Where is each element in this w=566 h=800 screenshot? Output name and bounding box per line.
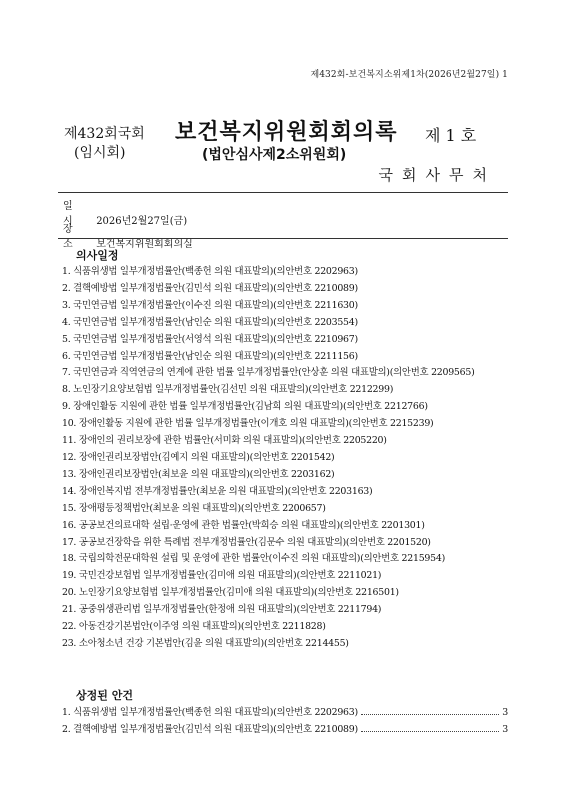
divider-meta: [58, 238, 508, 239]
toc-page-number: 3: [502, 724, 508, 735]
place-label: 장 소: [63, 224, 81, 250]
agenda-list: [62, 264, 508, 653]
agenda-item: 11. 장애인의 권리보장에 관한 법률안(서미화 의원 대표발의)(의안번호 2205220): [62, 435, 387, 447]
publisher: 국회사무처: [378, 166, 496, 184]
agenda-item: 20. 노인장기요양보험법 일부개정법률안(김미애 의원 대표발의)(의안번호 2216501): [62, 587, 399, 599]
agenda-item: 19. 국민건강보험법 일부개정법률안(김미애 의원 대표발의)(의안번호 2211021): [62, 570, 382, 582]
date-value: 2026년2월27일(금): [96, 216, 188, 227]
agenda-item: 14. 장애인복지법 전부개정법률안(최보윤 의원 대표발의)(의안번호 2203163): [62, 485, 373, 497]
agenda-item: 8. 노인장기요양보험법 일부개정법률안(김선민 의원 대표발의)(의안번호 2212299): [62, 384, 394, 396]
session-type: (임시회): [74, 145, 126, 161]
meta-place: [63, 220, 193, 250]
agenda-item: 12. 장애인권리보장법안(김예지 의원 대표발의)(의안번호 2201542): [62, 451, 335, 463]
leader-dots: [361, 731, 499, 732]
toc-item-text: 2. 결핵예방법 일부개정법률안(김민석 의원 대표발의)(의안번호 2210089): [62, 724, 358, 735]
agenda-item: 23. 소아청소년 건강 기본법안(김윤 의원 대표발의)(의안번호 2214455): [62, 637, 349, 649]
running-header: 제432회-보건복지소위제1차(2026년2월27일) 1: [310, 70, 508, 80]
agenda-item: 3. 국민연금법 일부개정법률안(이수진 의원 대표발의)(의안번호 2211630): [62, 299, 358, 311]
agenda-item: 18. 국립의학전문대학원 설립 및 운영에 관한 법률안(이수진 의원 대표발의)(의안번호 2215954): [62, 553, 445, 565]
divider-top: [58, 192, 508, 193]
issue-number: 제 1 호: [425, 126, 477, 145]
agenda-item: 13. 장애인권리보장법안(최보윤 의원 대표발의)(의안번호 2203162): [62, 468, 335, 480]
leader-dots: [361, 714, 499, 715]
agenda-item: 15. 장애평등정책법안(최보윤 의원 대표발의)(의안번호 2200657): [62, 502, 326, 514]
agenda-item: 16. 공공보건의료대학 설립·운영에 관한 법률안(박희승 의원 대표발의)(의안번호 2201301): [62, 519, 425, 531]
toc-list: [62, 704, 508, 738]
agenda-item: 21. 공중위생관리법 일부개정법률안(한정애 의원 대표발의)(의안번호 2211794): [62, 604, 382, 616]
session-number: 제432회국회: [64, 126, 145, 142]
agenda-item: 7. 국민연금과 직역연금의 연계에 관한 법률 일부개정법률안(안상훈 의원 대표발의)(의안번호 2209565): [62, 367, 475, 379]
agenda-heading: 의사일정: [76, 249, 119, 262]
agenda-item: 10. 장애인활동 지원에 관한 법률 일부개정법률안(이개호 의원 대표발의)(의안번호 2215239): [62, 418, 434, 430]
document-subtitle: (법안심사제2소위원회): [202, 147, 347, 163]
agenda-item: 1. 식품위생법 일부개정법률안(백종헌 의원 대표발의)(의안번호 2202963): [62, 266, 358, 277]
agenda-item: 17. 공공보건장학을 위한 특례법 전부개정법률안(김문수 의원 대표발의)(의안번호 2201520): [62, 536, 431, 548]
document-title: 보건복지위원회회의록: [175, 119, 398, 145]
toc-heading: 상정된 안건: [76, 689, 133, 702]
date-label: 일 시: [63, 201, 81, 227]
toc-item[interactable]: [62, 704, 508, 721]
agenda-item: 2. 결핵예방법 일부개정법률안(김민석 의원 대표발의)(의안번호 2210089): [62, 282, 358, 294]
place-value: 보건복지위원회회의실: [96, 239, 193, 250]
toc-page-number: 3: [502, 707, 508, 718]
agenda-item: 5. 국민연금법 일부개정법률안(서영석 의원 대표발의)(의안번호 2210967): [62, 333, 358, 345]
agenda-item: 22. 아동건강기본법안(이주영 의원 대표발의)(의안번호 2211828): [62, 621, 326, 633]
toc-item-text: 1. 식품위생법 일부개정법률안(백종헌 의원 대표발의)(의안번호 2202963): [62, 707, 358, 718]
agenda-item: 9. 장애인활동 지원에 관한 법률 일부개정법률안(김남희 의원 대표발의)(의안번호 2212766): [62, 401, 428, 413]
agenda-item: 6. 국민연금법 일부개정법률안(남인순 의원 대표발의)(의안번호 2211156): [62, 350, 358, 362]
toc-item[interactable]: [62, 721, 508, 738]
agenda-item: 4. 국민연금법 일부개정법률안(남인순 의원 대표발의)(의안번호 2203554): [62, 316, 358, 328]
